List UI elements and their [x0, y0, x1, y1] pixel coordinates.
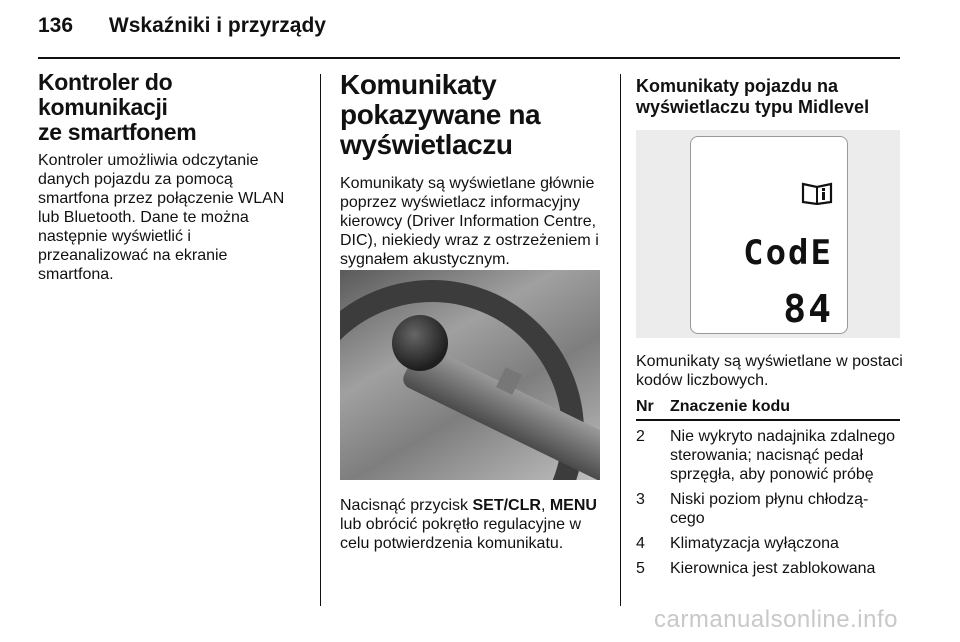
midlevel-display-figure: [636, 130, 900, 338]
code-table-header: Nr Znaczenie kodu: [636, 398, 900, 421]
messages-paragraph: Komunikaty są wyświetlane głównie poprzez wyświetlacz informacyjny kierowcy (Driver Information Centre, DIC), niekiedy wraz z ostrzeżeniem i sygnałem akustycznym.: [340, 175, 599, 268]
code-table: [636, 398, 900, 578]
column-midlevel-messages: [636, 70, 906, 118]
set-clr-label: SET/CLR: [472, 497, 541, 514]
column-divider-1: [320, 74, 321, 606]
column-divider-2: [620, 74, 621, 606]
page-title: Wskaźniki i przyrządy: [108, 14, 326, 37]
table-row: 2 Nie wykryto nadajnika zdalnego sterowania; nacisnąć pedał sprzęgła, aby ponowić próbę: [636, 428, 896, 483]
midlevel-caption: Komunikaty są wyświetlane w postaci kodów liczbowych.: [636, 353, 903, 389]
lcd-code-number: 84: [783, 287, 833, 331]
column-display-messages: [340, 70, 605, 269]
menu-label: MENU: [549, 497, 597, 514]
lcd-code-text: CodE: [743, 233, 833, 273]
watermark: carmanualsonline.info: [654, 606, 898, 633]
table-row: 4 Klimatyzacja wyłączona: [636, 535, 839, 552]
photo-caption: Nacisnąć przycisk SET/CLR, MENU lub obrócić pokrętło regulacyjne w celu potwierdzenia komunikatu.: [340, 497, 597, 552]
page-header: [38, 14, 326, 38]
lcd-screen: [690, 136, 848, 334]
set-clr-button-shape: [392, 315, 448, 371]
info-book-icon: [801, 181, 833, 205]
header-divider: [38, 57, 900, 59]
table-row: 3 Niski poziom płynu chłodzą- cego: [636, 491, 869, 527]
column-smartphone-controller: [38, 70, 298, 284]
section-heading-messages: Komunikaty pokazywane na wyświetlaczu: [340, 69, 541, 160]
steering-lever-photo: [340, 270, 600, 480]
section-heading-smartphone: Kontroler do komunikacji ze smartfonem: [38, 69, 197, 145]
page-number: 136: [38, 14, 74, 37]
smartphone-paragraph: Kontroler umożliwia odczytanie danych pojazdu za pomocą smartfona przez połączenie WLAN lub Bluetooth. Dane te można następnie wyświetlić i przeanalizować na ekranie smartfona.: [38, 152, 285, 283]
table-row: 5 Kierownica jest zablokowana: [636, 560, 876, 577]
section-heading-midlevel: Komunikaty pojazdu na wyświetlaczu typu Midlevel: [636, 76, 870, 117]
